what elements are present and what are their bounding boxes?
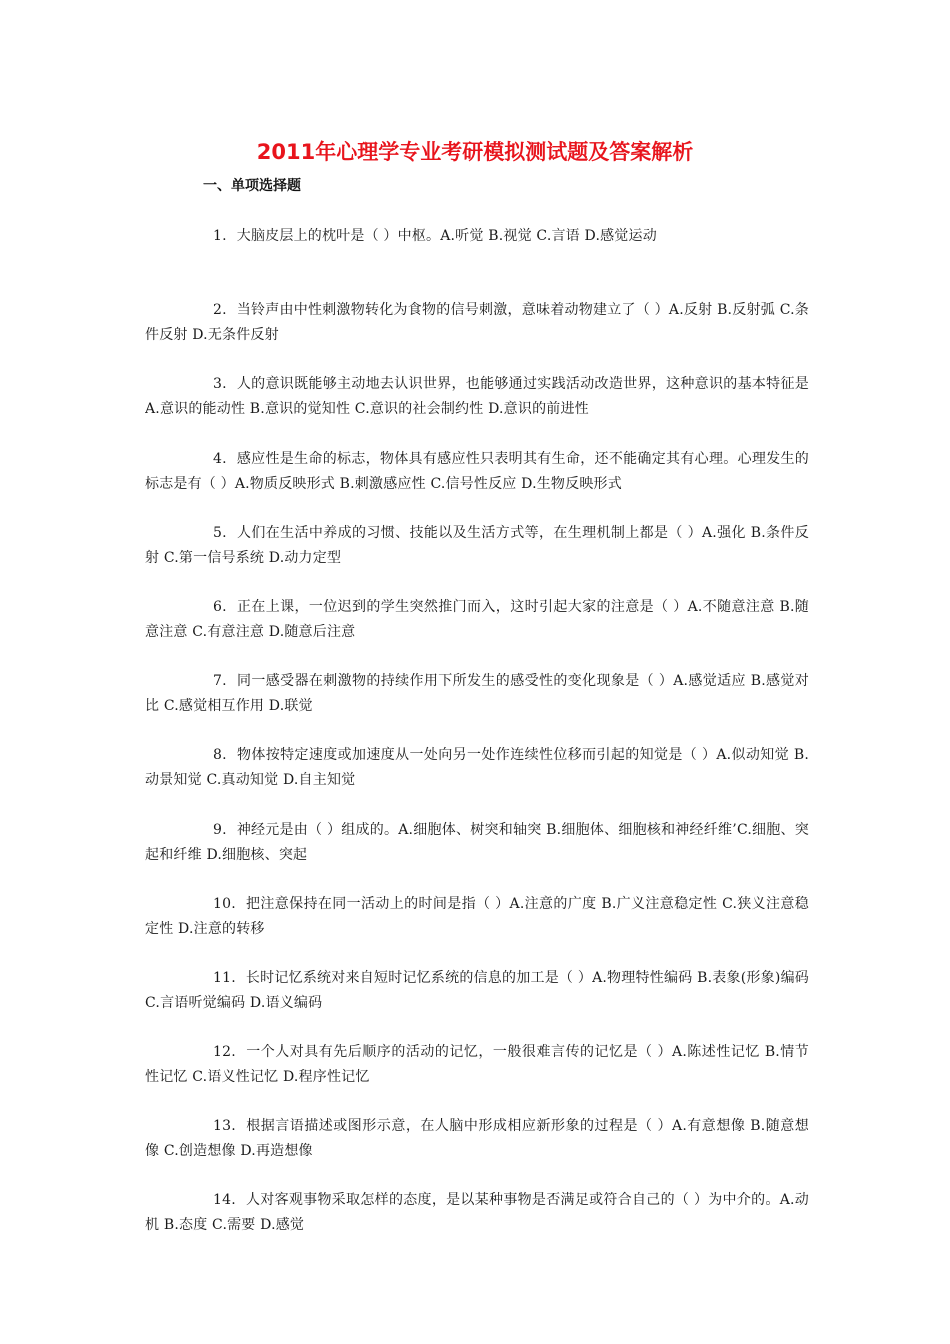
question-number: 7. [213,673,227,690]
section-heading: 一、单项选择题 [203,178,301,194]
question-number: 5. [213,524,227,541]
question-text: 根据言语描述或图形示意，在人脑中形成相应新形象的过程是（ ）A.有意想像 B.随意想像 C.创造想像 D.再造想像 [145,1118,809,1160]
question-item [145,224,809,274]
question-text: 同一感受器在刺激物的持续作用下所发生的感受性的变化现象是（ ）A.感觉适应 B.感觉对比 C.感觉相互作用 D.联觉 [145,673,809,715]
question-text: 物体按特定速度或加速度从一处向另一处作连续性位移而引起的知觉是（ ）A.似动知觉 B.动景知觉 C.真动知觉 D.自主知觉 [145,747,809,789]
question-text: 感应性是生命的标志，物体具有感应性只表明其有生命，还不能确定其有心理。心理发生的标志是有（ ）A.物质反映形式 B.刺激感应性 C.信号性反应 D.生物反映形式 [145,450,809,492]
question-number: 10. [213,895,236,912]
question-item [145,1040,809,1090]
question-number: 11. [213,969,236,986]
question-item [145,892,809,942]
question-number: 12. [213,1044,236,1061]
question-number: 8. [213,747,227,764]
question-number: 9. [213,821,227,838]
question-text: 一个人对具有先后顺序的活动的记忆，一般很难言传的记忆是（ ）A.陈述性记忆 B.情节性记忆 C.语义性记忆 D.程序性记忆 [145,1044,809,1086]
question-item [145,372,809,422]
question-text: 长时记忆系统对来自短时记忆系统的信息的加工是（ ）A.物理特性编码 B.表象(形象)编码 C.言语听觉编码 D.语义编码 [145,969,809,1011]
question-text: 把注意保持在同一活动上的时间是指（ ）A.注意的广度 B.广义注意稳定性 C.狭义注意稳定性 D.注意的转移 [145,895,809,937]
question-item [145,1114,809,1164]
question-text: 人们在生活中养成的习惯、技能以及生活方式等，在生理机制上都是（ ）A.强化 B.条件反射 C.第一信号系统 D.动力定型 [145,524,809,566]
question-item [145,743,809,793]
question-item [145,669,809,719]
question-number: 13. [213,1118,236,1135]
question-number: 6. [213,598,227,615]
question-list [145,224,809,1263]
question-number: 14. [213,1192,236,1209]
question-item [145,521,809,571]
question-text: 神经元是由（ ）组成的。A.细胞体、树突和轴突 B.细胞体、细胞核和神经纤维’C.细胞、突起和纤维 D.细胞核、突起 [145,821,809,863]
document-title: 2011年心理学专业考研模拟测试题及答案解析 [256,140,694,164]
question-item [145,595,809,645]
question-item [145,966,809,1016]
question-text: 当铃声由中性刺激物转化为食物的信号刺激，意味着动物建立了（ ）A.反射 B.反射弧 C.条件反射 D.无条件反射 [145,302,809,344]
question-item [145,1188,809,1238]
question-number: 3. [213,376,227,393]
question-number: 4. [213,450,227,467]
question-number: 1. [213,228,227,244]
question-number: 2. [213,302,227,319]
question-text: 正在上课，一位迟到的学生突然推门而入，这时引起大家的注意是（ ）A.不随意注意 B.随意注意 C.有意注意 D.随意后注意 [145,598,809,640]
question-item [145,818,809,868]
question-item [145,298,809,348]
question-text: 人的意识既能够主动地去认识世界，也能够通过实践活动改造世界，这种意识的基本特征是 A.意识的能动性 B.意识的觉知性 C.意识的社会制约性 D.意识的前进性 [145,376,809,418]
question-text: 人对客观事物采取怎样的态度，是以某种事物是否满足或符合自己的（ ）为中介的。A.动机 B.态度 C.需要 D.感觉 [145,1192,809,1234]
question-item [145,447,809,497]
question-text: 大脑皮层上的枕叶是（ ）中枢。A.听觉 B.视觉 C.言语 D.感觉运动 [236,228,657,244]
